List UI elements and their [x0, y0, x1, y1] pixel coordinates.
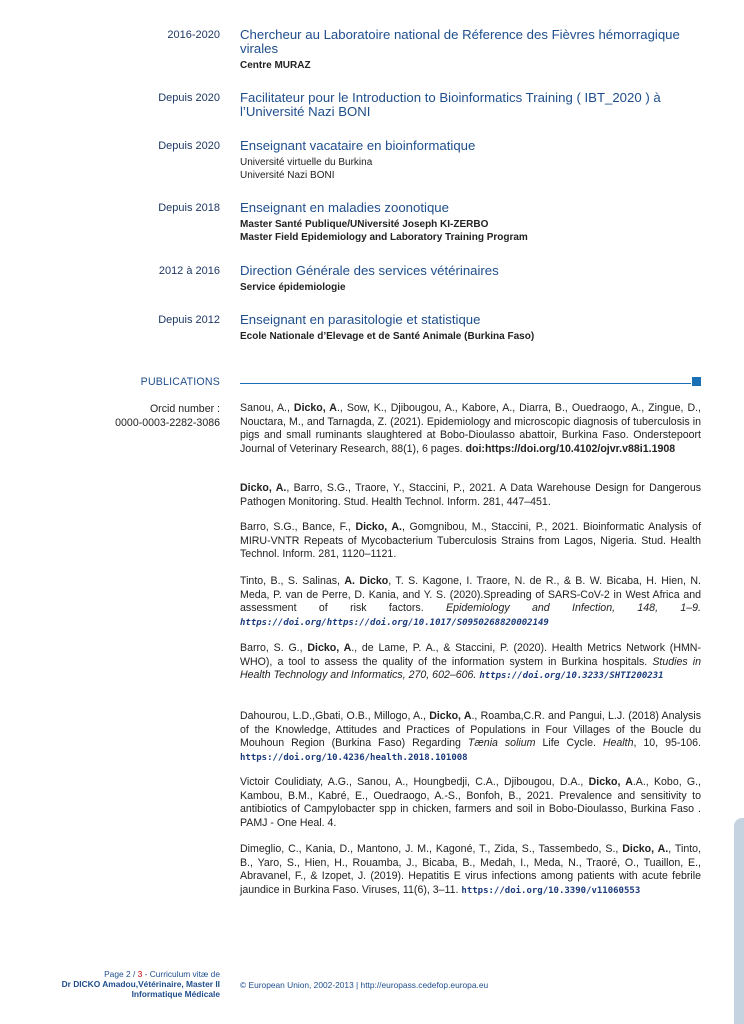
- author-highlight: Dicko, A.: [240, 482, 287, 494]
- experience-org: Université Nazi BONI: [240, 170, 335, 181]
- author-highlight: Dicko, A: [429, 710, 472, 722]
- author-highlight: Dicko, A: [293, 402, 337, 414]
- experience-title: Enseignant vacataire en bioinformatique: [240, 138, 476, 153]
- experience-title: Enseignant en parasitologie et statistique: [240, 312, 481, 327]
- author-highlight: Dicko, A: [588, 776, 633, 788]
- experience-org: Centre MURAZ: [240, 60, 311, 71]
- publication-entry: Tinto, B., S. Salinas, A. Dicko, T. S. Kagone, I. Traore, N. de R., & B. W. Bicaba, H. Hien, N. Meda, P. van de Perre, D. Kania, and Y. S. (2020).Spreading of SARS-CoV-2 in West Africa and assessment of risk factors. Epidemiology and Infection, 148, 1–9. https://doi.org/https://doi.org/10.1017/S0950268820002149: [240, 575, 701, 628]
- experience-title: Chercheur au Laboratoire national de Réference des Fièvres hémorragique virales: [240, 27, 680, 56]
- footer-page-info: [62, 969, 220, 999]
- publication-entry: Sanou, A., Dicko, A., Sow, K., Djibougou, A., Kabore, A., Diarra, B., Ouedraogo, A., Zingue, D., Nouctara, M., and Tarnagda, Z. (2021). Epidemiology and microscopic diagnosis of tuberculosis in pigs and small ruminants slaughtered at Bobo-Dioulasso abattoir, Burkina Faso. Onderstepoort Journal of Veterinary Research, 88(1), 6 pages. doi:https://doi.org/10.4102/ojvr.v88i1.1908: [240, 402, 701, 455]
- orcid-value: 0000-0003-2282-3086: [115, 417, 220, 429]
- page-total: 3: [137, 969, 143, 979]
- publication-entry: Dimeglio, C., Kania, D., Mantono, J. M., Kagoné, T., Zida, S., Tassembedo, S., Dicko, A., Tinto, B., Yaro, S., Hien, H., Rouamba, J., Bicaba, B., Medah, I., Meda, N., Traoré, O., Tuaillon, E., Abravanel, F., & Izopet, J. (2019). Hepatitis E virus infections among patients with acute febrile jaundice in Burkina Faso. Viruses, 11(6), 3–11. https://doi.org/10.3390/v11060553: [240, 843, 702, 896]
- author-highlight: Dicko, A: [307, 642, 352, 654]
- footer-copyright: © European Union, 2002-2013 | http://europass.cedefop.europa.eu: [240, 980, 489, 990]
- experience-org: Ecole Nationale d’Elevage et de Santé Animale (Burkina Faso): [240, 331, 535, 342]
- experience-date: Depuis 2020: [158, 140, 220, 152]
- orcid-block: [115, 402, 220, 430]
- publication-entry: Dicko, A., Barro, S.G., Traore, Y., Staccini, P., 2021. A Data Warehouse Design for Dangerous Pathogen Monitoring. Stud. Health Technol. Inform. 281, 447–451.: [240, 482, 702, 508]
- experience-date: 2016-2020: [167, 29, 220, 41]
- publication-entry: Victoir Coulidiaty, A.G., Sanou, A., Houngbedji, C.A., Djibougou, D.A., Dicko, A.A., Kobo, G., Kambou, B.M., Kabré, E., Ouedraogo, A.-S., Bonfoh, B., 2021. Prevalence and sensitivity to antibiotics of Campylobacter spp in chicken, farmers and soil in Bobo-Dioulasso, Burkina Faso . PAMJ - One Heal. 4.: [240, 776, 701, 829]
- experience-date: Depuis 2020: [158, 92, 220, 104]
- experience-org: Université virtuelle du Burkina: [240, 157, 373, 168]
- publication-doi-link[interactable]: doi:https://doi.org/10.4102/ojvr.v88i1.1908: [465, 442, 676, 455]
- publication-doi-link[interactable]: https://doi.org/10.3233/SHTI200231: [479, 671, 664, 682]
- experience-title: Enseignant en maladies zoonotique: [240, 200, 449, 215]
- experience-org: Master Santé Publique/UNiversité Joseph KI-ZERBO: [240, 219, 489, 230]
- page-indicator: Page 2 / 3 - Curriculum vitæ de: [104, 969, 220, 979]
- side-scroll-tab[interactable]: [734, 818, 744, 1024]
- section-marker-icon: [692, 377, 701, 386]
- publication-doi-link[interactable]: https://doi.org/10.3390/v11060553: [461, 885, 641, 896]
- experience-title: Facilitateur pour le Introduction to Bioinformatics Training ( IBT_2020 ) à l’Université Nazi BONI: [240, 90, 661, 119]
- orcid-label: Orcid number :: [149, 403, 220, 415]
- footer-author-name: Dr DICKO Amadou,Vétérinaire, Master II: [61, 979, 220, 989]
- experience-title: Direction Générale des services vétérinaires: [240, 263, 499, 278]
- author-highlight: Dicko, A.: [622, 843, 669, 855]
- section-heading-publications: PUBLICATIONS: [140, 376, 220, 388]
- publication-entry: Barro, S.G., Bance, F., Dicko, A., Gomgnibou, M., Staccini, P., 2021. Bioinformatic Analysis of MIRU-VNTR Repeats of Mycobacterium Tuberculosis Strains from Lagos, Nigeria. Stud. Health Technol. Inform. 281, 1120–1121.: [240, 521, 702, 561]
- experience-org: Master Field Epidemiology and Laboratory Training Program: [240, 232, 528, 243]
- author-highlight: Dicko, A.: [355, 521, 403, 533]
- experience-date: 2012 à 2016: [158, 265, 220, 277]
- publication-doi-link[interactable]: https://doi.org/10.4236/health.2018.101008: [240, 752, 468, 763]
- experience-date: Depuis 2012: [158, 314, 220, 326]
- author-highlight: A. Dicko: [344, 575, 389, 587]
- publication-entry: Dahourou, L.D.,Gbati, O.B., Millogo, A., Dicko, A., Roamba,C.R. and Pangui, L.J. (2018) Analysis of the Knowledge, Attitudes and Practices of Populations in Four Villages of the Boucle du Mouhoun Region (Burkina Faso) Regarding Tænia solium Life Cycle. Health, 10, 95-106. https://doi.org/10.4236/health.2018.101008: [240, 710, 701, 763]
- experience-date: Depuis 2018: [158, 202, 220, 214]
- publication-doi-link[interactable]: https://doi.org/https://doi.org/10.1017/S0950268820002149: [240, 617, 549, 628]
- section-divider: [240, 383, 691, 384]
- experience-org: Service épidemiologie: [240, 282, 346, 293]
- footer-author-title: Informatique Médicale: [131, 989, 220, 999]
- publication-entry: Barro, S. G., Dicko, A., de Lame, P. A., & Staccini, P. (2020). Health Metrics Network (HMN-WHO), a tool to assess the quality of the information system in Burkina hospitals. Studies in Health Technology and Informatics, 270, 602–606. https://doi.org/10.3233/SHTI200231: [240, 642, 701, 682]
